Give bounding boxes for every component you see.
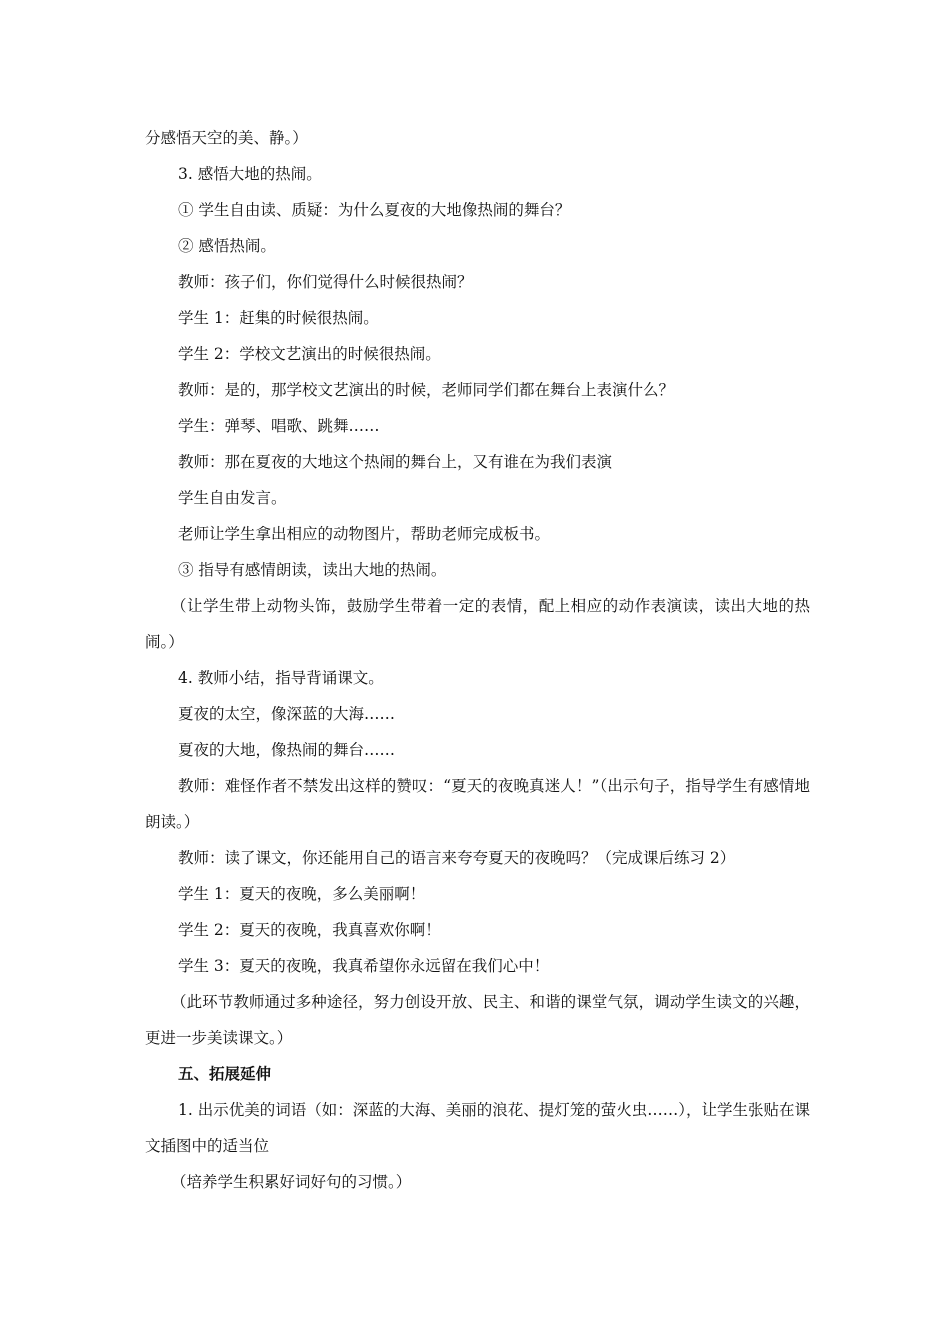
paragraph: 学生 2：学校文艺演出的时候很热闹。 [178,345,441,363]
paragraph: ② 感悟热闹。 [178,237,276,255]
paragraph: 3. 感悟大地的热闹。 [178,165,322,183]
paragraph: 学生 1：赶集的时候很热闹。 [178,309,379,327]
paragraph: ① 学生自由读、质疑：为什么夏夜的大地像热闹的舞台？ [178,201,571,219]
paragraph: （培养学生积累好词好句的习惯。） [171,1173,412,1191]
paragraph: 1. 出示优美的词语（如：深蓝的大海、美丽的浪花、提灯笼的萤火虫……），让学生张贴在课文插图中的适当位 [145,1101,810,1155]
paragraph: 学生 1：夏天的夜晚，多么美丽啊！ [178,885,426,903]
paragraph: 教师：难怪作者不禁发出这样的赞叹：“夏天的夜晚真迷人！”（出示句子，指导学生有感情地朗读。） [145,777,810,831]
paragraph: 学生 3：夏天的夜晚，我真希望你永远留在我们心中！ [178,957,550,975]
paragraph: 教师：读了课文，你还能用自己的语言来夸夸夏天的夜晚吗？（完成课后练习 2） [178,849,736,867]
paragraph: 教师：孩子们，你们觉得什么时候很热闹？ [178,273,473,291]
paragraph: 老师让学生拿出相应的动物图片，帮助老师完成板书。 [178,525,551,543]
paragraph: （让学生带上动物头饰，鼓励学生带着一定的表情，配上相应的动作表演读，读出大地的热闹。） [145,597,810,651]
paragraph: 4. 教师小结，指导背诵课文。 [178,669,384,687]
paragraph: 学生：弹琴、唱歌、跳舞…… [178,417,380,435]
document-page [145,120,810,1200]
paragraph: 分感悟天空的美、静。） [145,129,308,147]
paragraph: 教师：是的，那学校文艺演出的时候，老师同学们都在舞台上表演什么？ [178,381,675,399]
paragraph: 夏夜的太空，像深蓝的大海…… [178,705,396,723]
paragraph: 夏夜的大地，像热闹的舞台…… [178,741,396,759]
paragraph: （此环节教师通过多种途径，努力创设开放、民主、和谐的课堂气氛，调动学生读文的兴趣，更进一步美读课文。） [145,993,810,1047]
paragraph: 学生 2：夏天的夜晚，我真喜欢你啊！ [178,921,441,939]
paragraph: ③ 指导有感情朗读，读出大地的热闹。 [178,561,447,579]
paragraph: 教师：那在夏夜的大地这个热闹的舞台上，又有谁在为我们表演 [178,453,613,471]
paragraph: 学生自由发言。 [178,489,287,507]
section-heading: 五、拓展延伸 [178,1064,272,1083]
